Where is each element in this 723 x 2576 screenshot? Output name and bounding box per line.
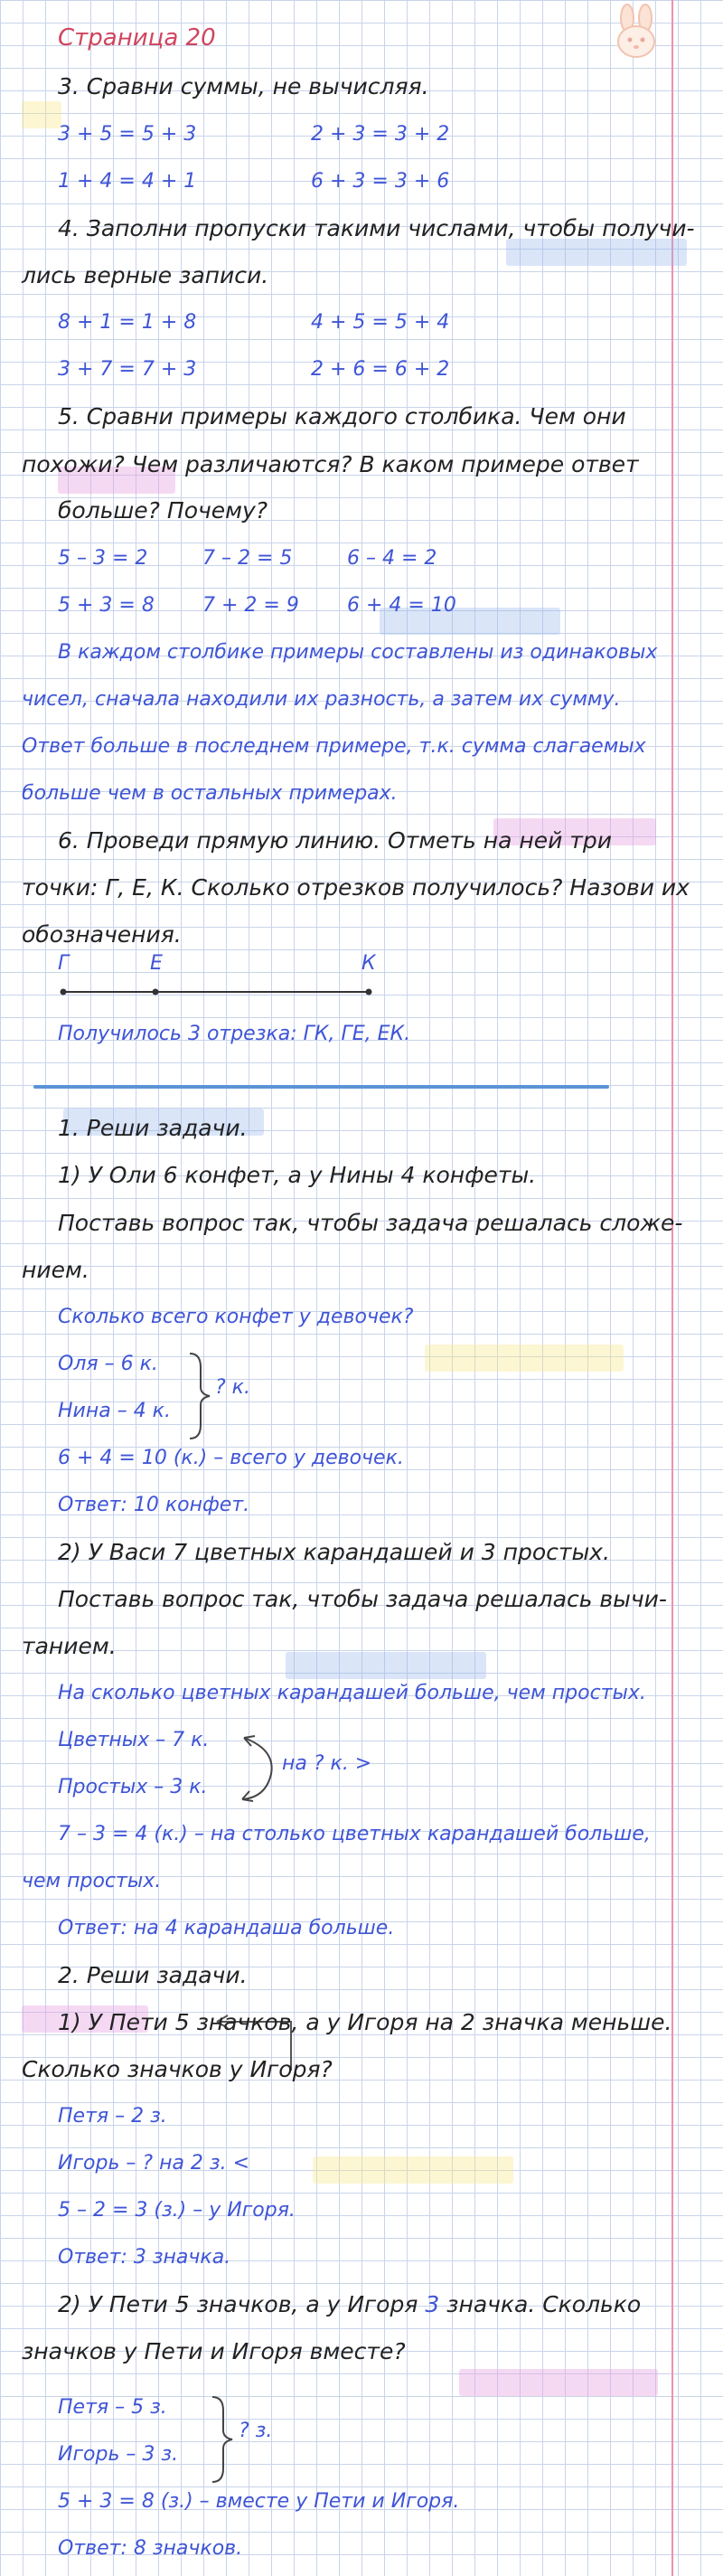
task4-expr: 3 + 7 = 7 + 3 — [58, 358, 197, 381]
task5-answer: Ответ больше в последнем примере, т.к. сумма слагаемых — [22, 735, 646, 758]
task5-expr: 7 – 2 = 5 — [202, 547, 293, 570]
point-g — [61, 989, 67, 995]
short-note-row: Оля – 6 к. — [58, 1353, 158, 1375]
solution: 7 – 3 = 4 (к.) – на столько цветных карандашей больше, — [58, 1823, 651, 1845]
problem-instruction: Поставь вопрос так, чтобы задача решалась сложе- — [58, 1210, 683, 1236]
solution: чем простых. — [22, 1870, 162, 1892]
short-note-row: Нина – 4 к. — [58, 1400, 171, 1422]
task6-title: обозначения. — [22, 921, 182, 948]
part1-title: 1. Реши задачи. — [58, 1115, 248, 1141]
arrow-label: на ? к. > — [282, 1752, 372, 1775]
short-note-row: Простых – 3 к. — [58, 1776, 208, 1798]
short-note-row: Игорь – ? на 2 з. < — [58, 2152, 250, 2175]
task3-title: 3. Сравни суммы, не вычисляя. — [58, 73, 429, 99]
task5-title: похожи? Чем различаются? В каком примере ответ — [22, 451, 639, 477]
filled-number: 3 — [425, 2291, 440, 2317]
solution: 5 – 2 = 3 (з.) – у Игоря. — [58, 2199, 296, 2222]
brace-label: ? к. — [215, 1376, 250, 1399]
task3-expr: 3 + 5 = 5 + 3 — [58, 123, 197, 146]
solution: 6 + 4 = 10 (к.) – всего у девочек. — [58, 1447, 404, 1469]
short-note-row: Петя – 2 з. — [58, 2105, 167, 2128]
brace-label: ? з. — [239, 2420, 273, 2442]
task3-expr: 1 + 4 = 4 + 1 — [58, 170, 197, 193]
problem-condition: 1) У Оли 6 конфет, а у Нины 4 конфеты. — [58, 1162, 537, 1188]
problem-condition: 2) У Пети 5 значков, а у Игоря 3 значка. Сколько — [58, 2291, 642, 2317]
task5-expr: 5 + 3 = 8 — [58, 594, 155, 617]
task5-title: 5. Сравни примеры каждого столбика. Чем они — [58, 403, 626, 429]
task5-expr: 5 – 3 = 2 — [58, 547, 148, 570]
point-label-g: Г — [58, 952, 70, 975]
task5-title: больше? Почему? — [58, 497, 268, 524]
task6-title: 6. Проведи прямую линию. Отметь на ней три — [58, 827, 612, 854]
task5-answer: чисел, сначала находили их разность, а затем их сумму. — [22, 688, 621, 711]
point-e — [153, 989, 159, 995]
task4-expr: 4 + 5 = 5 + 4 — [311, 311, 450, 334]
point-label-k: К — [362, 952, 376, 975]
brace-icon — [190, 1354, 210, 1439]
answer: Ответ: 10 конфет. — [58, 1494, 250, 1516]
task6-answer: Получилось 3 отрезка: ГК, ГЕ, ЕК. — [58, 1023, 411, 1045]
task5-expr: 6 – 4 = 2 — [347, 547, 437, 570]
task5-expr: 6 + 4 = 10 — [347, 594, 456, 617]
task5-expr: 7 + 2 = 9 — [202, 594, 299, 617]
task3-expr: 6 + 3 = 3 + 6 — [311, 170, 450, 193]
short-note-row: Петя – 5 з. — [58, 2396, 167, 2419]
brace-icon — [212, 2397, 232, 2482]
task4-expr: 8 + 1 = 1 + 8 — [58, 311, 197, 334]
task4-expr: 2 + 6 = 6 + 2 — [311, 358, 450, 381]
task4-title: 4. Заполни пропуски такими числами, чтобы получи- — [58, 215, 695, 241]
answer: Ответ: 3 значка. — [58, 2246, 231, 2269]
solution: 5 + 3 = 8 (з.) – вместе у Пети и Игоря. — [58, 2490, 460, 2513]
answer: Ответ: на 4 карандаша больше. — [58, 1917, 395, 1939]
task4-title: лись верные записи. — [22, 262, 269, 288]
section-divider — [33, 1085, 609, 1089]
problem-question: Сколько всего конфет у девочек? — [58, 1306, 414, 1328]
answer: Ответ: 8 значков. — [58, 2537, 243, 2560]
problem-instruction: нием. — [22, 1257, 89, 1283]
task6-title: точки: Г, Е, К. Сколько отрезков получилось? Назови их — [22, 874, 690, 901]
point-label-e: Е — [150, 952, 163, 975]
problem-condition: 1) У Пети 5 значков, а у Игоря на 2 значка меньше. — [58, 2009, 672, 2035]
curved-arrow-icon — [242, 1738, 272, 1799]
problem-instruction: Поставь вопрос так, чтобы задача решалась вычи- — [58, 1586, 667, 1612]
point-k — [366, 989, 372, 995]
problem-condition: 2) У Васи 7 цветных карандашей и 3 простых. — [58, 1539, 610, 1565]
task3-expr: 2 + 3 = 3 + 2 — [311, 123, 450, 146]
short-note-row: Игорь – 3 з. — [58, 2443, 179, 2466]
part2-title: 2. Реши задачи. — [58, 1962, 248, 1988]
task5-answer: В каждом столбике примеры составлены из одинаковых — [58, 641, 658, 664]
page-label: Страница 20 — [58, 24, 216, 52]
problem-question: На сколько цветных карандашей больше, чем простых. — [58, 1682, 646, 1704]
short-note-row: Цветных – 7 к. — [58, 1729, 210, 1751]
task5-answer: больше чем в остальных примерах. — [22, 782, 398, 805]
problem-condition: Сколько значков у Игоря? — [22, 2056, 333, 2082]
problem-condition: значков у Пети и Игоря вместе? — [22, 2338, 406, 2364]
problem-instruction: танием. — [22, 1633, 117, 1659]
